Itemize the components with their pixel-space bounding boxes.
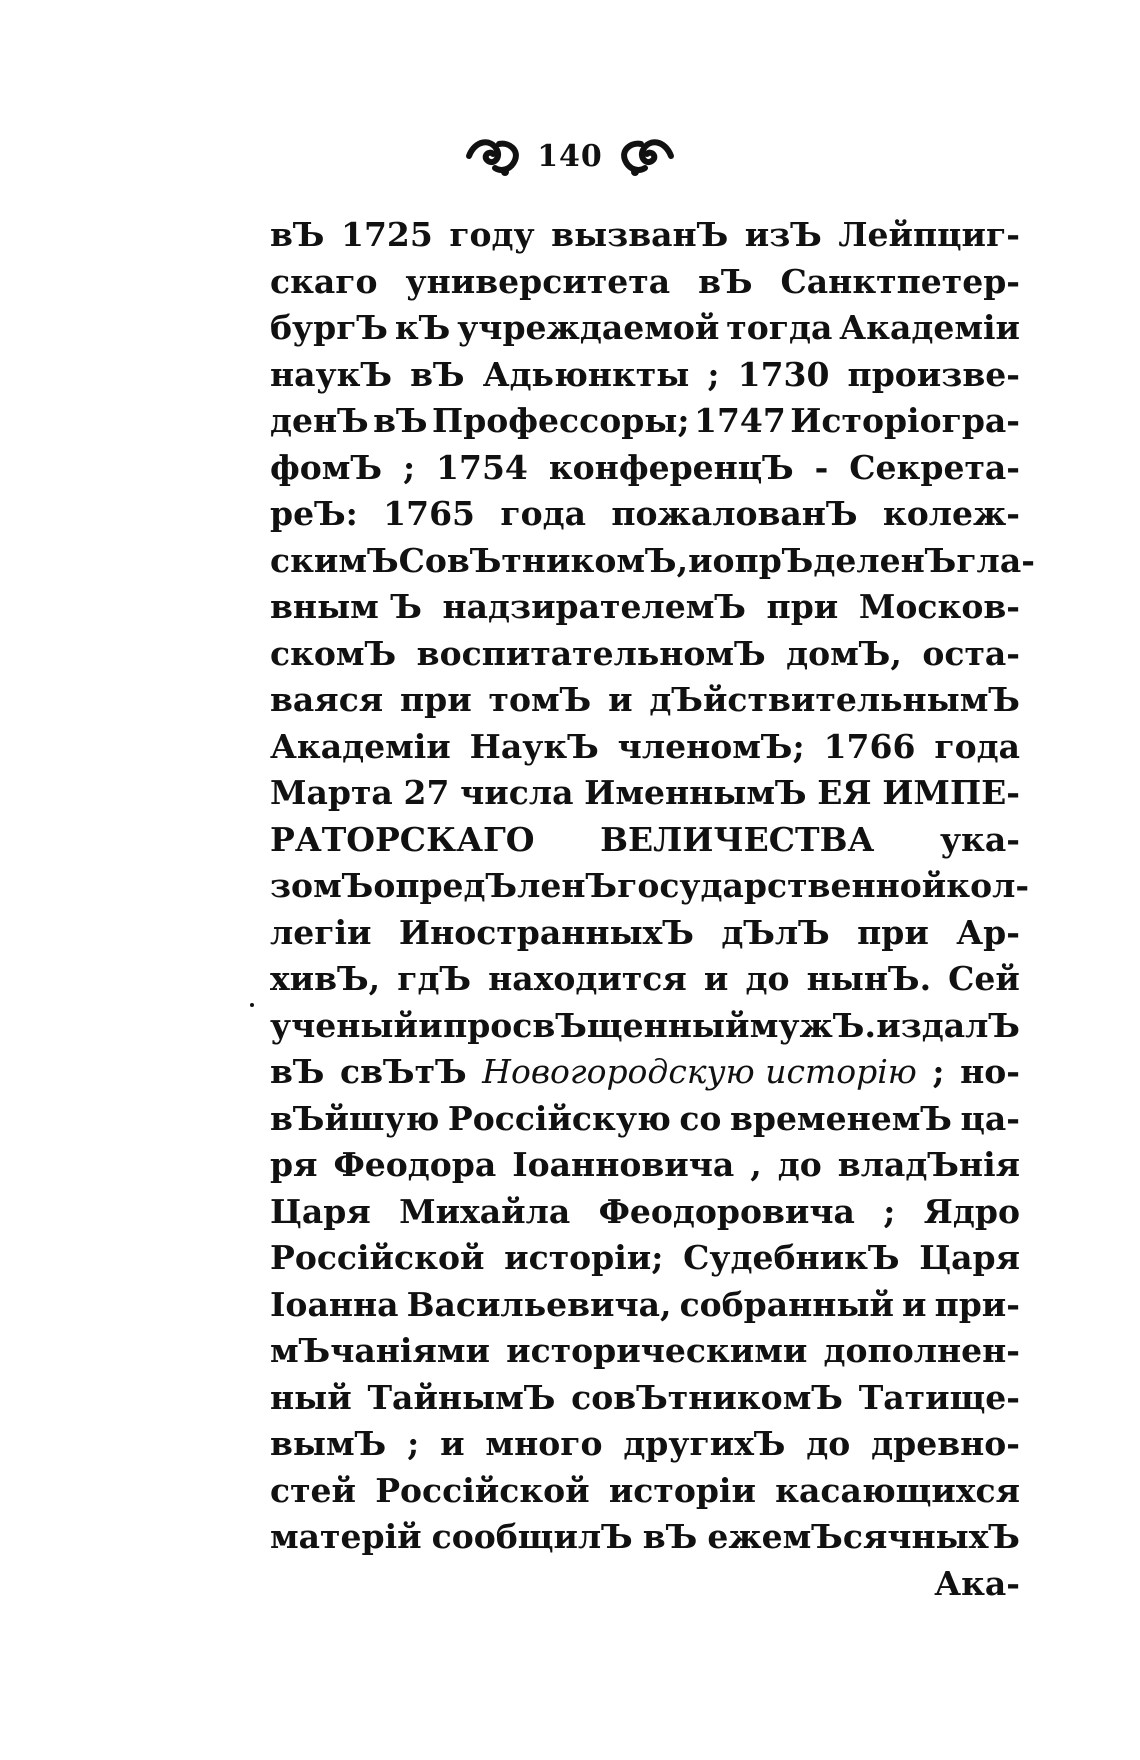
text-word: ный	[270, 1377, 352, 1417]
text-word: Академіи	[270, 726, 451, 766]
text-word: Ака-	[934, 1563, 1020, 1603]
text-word: до	[777, 1145, 822, 1184]
page-header	[0, 126, 1140, 186]
text-word: Марта	[270, 773, 393, 812]
text-line	[270, 538, 1035, 585]
text-word: реЪ:	[270, 494, 358, 533]
text-word: вымЪ	[270, 1424, 387, 1463]
text-word: и	[440, 1424, 465, 1463]
text-word: ;	[707, 354, 720, 394]
text-word: касающихся	[775, 1470, 1020, 1510]
text-word: году	[449, 215, 535, 254]
text-word: историческими	[506, 1331, 808, 1370]
text-word: скаго	[270, 261, 378, 301]
text-word: тогда	[726, 308, 833, 347]
text-word: но-	[960, 1052, 1020, 1091]
text-word: Новогородскую исторію	[482, 1052, 917, 1091]
text-line	[270, 817, 1020, 864]
text-word: ИМПЕ-	[882, 773, 1020, 812]
text-word: при-	[934, 1284, 1020, 1324]
text-word: вЪ	[270, 215, 325, 254]
text-word: вЪ	[698, 261, 753, 301]
text-word: Сей	[948, 959, 1020, 998]
text-word: Ядро	[923, 1191, 1020, 1231]
text-word: Михайла	[399, 1191, 571, 1231]
text-word: фомЪ	[270, 447, 383, 487]
text-word: бургЪ	[270, 308, 388, 347]
text-word: опредЪленЪ	[373, 866, 618, 905]
text-word: вным Ъ	[270, 587, 422, 626]
text-word: и	[703, 959, 729, 998]
text-word: владЪнія	[837, 1145, 1020, 1184]
text-word: -	[814, 447, 829, 487]
text-word: Іоанновича	[512, 1145, 735, 1184]
text-word: ,	[750, 1145, 762, 1184]
text-word: вЪйшую	[270, 1098, 440, 1138]
text-line	[270, 1049, 1020, 1096]
text-line	[270, 1282, 1020, 1329]
ornament-right-icon	[617, 134, 675, 178]
text-line	[270, 1375, 1020, 1422]
text-word: легіи	[270, 912, 372, 952]
text-word: зомЪ	[270, 866, 374, 905]
text-word: много	[485, 1424, 603, 1463]
text-word: Россійской	[270, 1238, 485, 1277]
text-word: Васильевича,	[406, 1284, 672, 1324]
ornament-left-icon	[465, 134, 523, 178]
text-word: кол-	[946, 866, 1030, 905]
text-word: СовЪтникомЪ,	[398, 540, 689, 580]
text-word: конференцЪ	[548, 447, 794, 487]
text-line	[270, 1142, 1020, 1189]
text-word: ученый	[270, 1005, 418, 1045]
text-word: сообщилЪ	[431, 1517, 633, 1556]
text-line	[270, 1468, 1020, 1515]
text-line	[270, 724, 1020, 771]
text-word: томЪ	[488, 680, 592, 719]
text-line	[270, 1003, 1020, 1050]
text-word: Татище-	[858, 1377, 1020, 1417]
text-word: денЪ	[270, 401, 369, 440]
text-line	[270, 305, 1020, 352]
text-word: числа	[460, 773, 574, 812]
text-word: собранный	[679, 1284, 894, 1324]
text-word: Академіи	[839, 308, 1020, 347]
text-word: мужЪ.	[749, 1005, 876, 1045]
text-line	[270, 910, 1020, 957]
text-word: временемЪ	[729, 1098, 952, 1138]
text-word: Санктпетер-	[780, 261, 1020, 301]
text-word: ;	[932, 1052, 945, 1091]
text-word: исторіи;	[504, 1238, 664, 1277]
text-word: государственной	[617, 866, 947, 905]
text-word: ;	[883, 1191, 896, 1231]
text-word: наукЪ	[270, 354, 393, 394]
text-word: другихЪ	[623, 1424, 786, 1463]
text-word: нынЪ.	[806, 959, 932, 998]
text-word: издалЪ	[876, 1005, 1020, 1045]
text-word: Исторіогра-	[790, 401, 1020, 440]
text-word: СудебникЪ	[683, 1238, 900, 1277]
text-line	[270, 445, 1020, 492]
text-line	[270, 398, 1020, 445]
text-word: оста-	[922, 633, 1020, 673]
text-word: ТайнымЪ	[367, 1377, 556, 1417]
text-word: скимЪ	[270, 540, 399, 580]
text-line	[270, 1561, 1020, 1608]
text-word: древно-	[871, 1424, 1020, 1463]
text-word: до	[806, 1424, 851, 1463]
page-number: 140	[537, 138, 603, 174]
text-word: вЪ	[270, 1052, 325, 1091]
text-word: и	[902, 1284, 927, 1324]
text-word: года	[500, 494, 586, 533]
text-word: опрЪделенЪ	[712, 540, 957, 580]
text-line	[270, 1421, 1020, 1468]
text-line	[270, 1189, 1020, 1236]
text-word: ука-	[939, 819, 1020, 859]
text-word: при	[400, 680, 472, 719]
text-line	[270, 259, 1020, 306]
text-word: Царя	[919, 1238, 1020, 1277]
text-word: Іоанна	[270, 1284, 399, 1324]
text-word: и	[608, 680, 633, 719]
text-line	[270, 631, 1020, 678]
text-word: Феодоровича	[598, 1191, 855, 1231]
text-word: и	[688, 540, 713, 580]
text-word: ца-	[960, 1098, 1020, 1138]
text-word: хивЪ,	[270, 959, 381, 998]
text-word: гдЪ	[397, 959, 472, 998]
text-line	[270, 1235, 1020, 1282]
text-word: произве-	[847, 354, 1020, 394]
text-word: Феодора	[333, 1145, 497, 1184]
text-word: ря	[270, 1145, 318, 1184]
text-line	[270, 770, 1020, 817]
stray-ink-mark	[250, 1003, 254, 1007]
text-word: Россійской	[375, 1470, 590, 1510]
text-word: ИностранныхЪ	[398, 912, 694, 952]
text-word: дЪлЪ	[721, 912, 830, 952]
text-line	[270, 956, 1020, 1003]
text-word: университета	[405, 261, 671, 301]
text-word: 1754	[436, 447, 528, 487]
text-word: Ар-	[956, 912, 1020, 952]
text-word: членомЪ;	[617, 726, 805, 766]
text-word: года	[934, 726, 1020, 766]
text-word: 1730	[737, 354, 830, 394]
text-word: вЪ	[410, 354, 465, 394]
text-line	[270, 352, 1020, 399]
text-line	[270, 1328, 1020, 1375]
text-line	[270, 677, 1020, 724]
text-word: до	[745, 959, 790, 998]
text-word: 1747	[693, 401, 786, 440]
text-word: РАТОРСКАГО	[270, 819, 535, 859]
text-word: ИменнымЪ	[584, 773, 807, 812]
text-word: надзирателемЪ	[442, 587, 746, 626]
text-word: изЪ	[744, 215, 822, 254]
text-word: 1766	[823, 726, 916, 766]
text-word: Россійскую	[447, 1098, 671, 1138]
text-word: 27	[403, 773, 450, 812]
text-word: ВЕЛИЧЕСТВА	[600, 819, 875, 859]
text-word: Царя	[270, 1191, 371, 1231]
text-word: вЪ	[373, 401, 428, 440]
text-word: учреждаемой	[457, 308, 720, 347]
text-word: Адьюнкты	[482, 354, 690, 394]
text-word: со	[679, 1098, 722, 1138]
text-word: вызванЪ	[551, 215, 729, 254]
text-word: Лейпциг-	[838, 215, 1020, 254]
text-word: ;	[407, 1424, 420, 1463]
text-word: кЪ	[394, 308, 451, 347]
text-word: при	[766, 587, 839, 626]
text-word: ЕЯ	[817, 773, 872, 812]
text-word: Профессоры;	[432, 401, 690, 440]
text-word: домЪ,	[786, 633, 902, 673]
text-word: ежемЪсячныхЪ	[707, 1517, 1020, 1556]
text-word: свЪтЪ	[340, 1052, 467, 1091]
text-word: дЪйствительнымЪ	[649, 680, 1020, 719]
text-word: дополнен-	[823, 1331, 1020, 1370]
text-line	[270, 1514, 1020, 1561]
text-word: находится	[488, 959, 687, 998]
text-word: просвЪщенный	[443, 1005, 750, 1045]
text-word: исторіи	[608, 1470, 756, 1510]
text-line	[270, 584, 1020, 631]
text-word: воспитательномЪ	[416, 633, 766, 673]
text-line	[270, 212, 1020, 259]
text-word: гла-	[956, 540, 1035, 580]
text-word: ;	[402, 447, 416, 487]
text-line	[270, 1096, 1020, 1143]
text-line	[270, 491, 1020, 538]
text-word: матерій	[270, 1517, 422, 1556]
text-word: ваяся	[270, 680, 384, 719]
text-word: вЪ	[642, 1517, 698, 1556]
text-word: Секрета-	[849, 447, 1020, 487]
text-word: скомЪ	[270, 633, 397, 673]
text-word: пожалованЪ	[611, 494, 858, 533]
text-word: мЪчаніями	[270, 1331, 490, 1370]
text-word: при	[857, 912, 929, 952]
text-word: НаукЪ	[469, 726, 599, 766]
text-word: совЪтникомЪ	[571, 1377, 843, 1417]
text-word: и	[418, 1005, 443, 1045]
text-word: Москов-	[858, 587, 1020, 626]
body-text	[270, 212, 1035, 1607]
text-word: 1725	[340, 215, 433, 254]
text-word: 1765	[383, 494, 476, 533]
text-word: стей	[270, 1470, 357, 1510]
text-word: колеж-	[882, 494, 1020, 533]
text-line	[270, 863, 1030, 910]
